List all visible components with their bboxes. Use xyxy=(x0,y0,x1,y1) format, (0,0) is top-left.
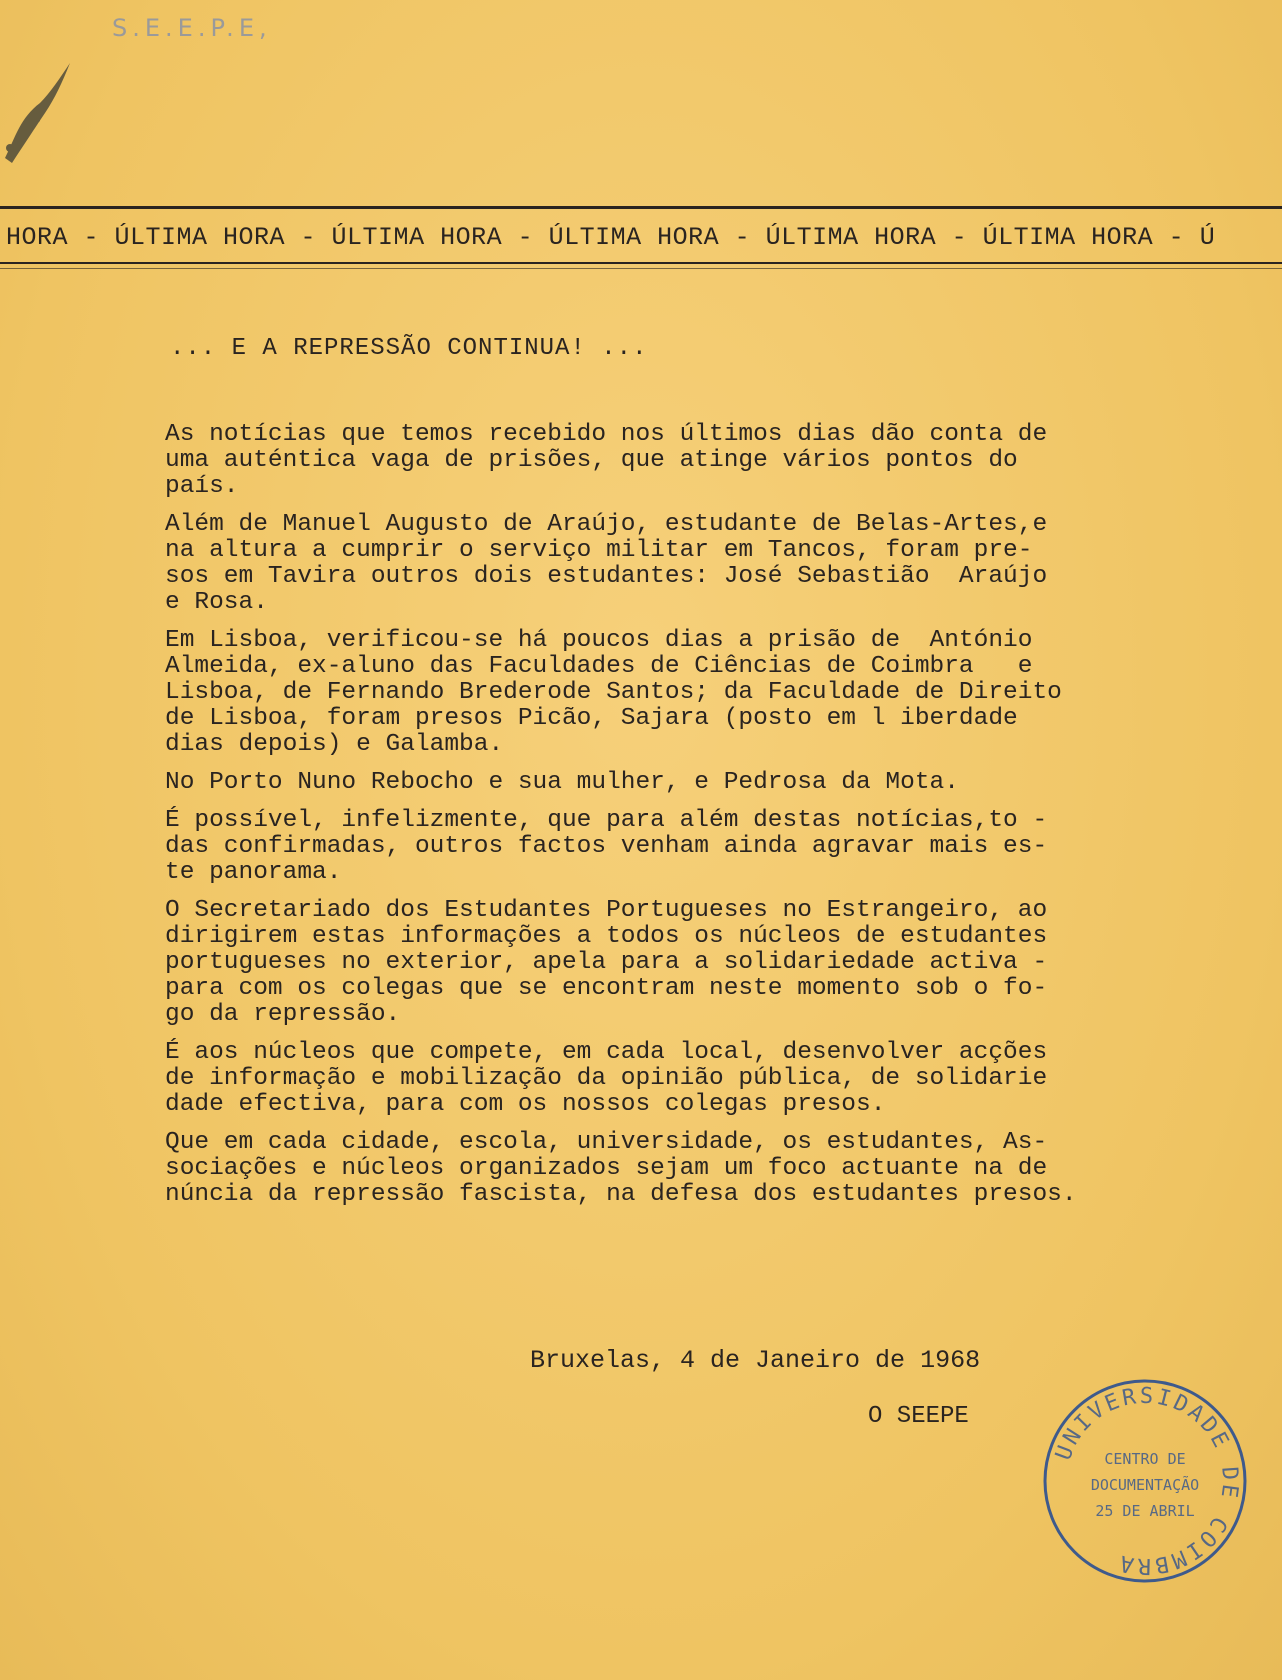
paragraph-line: portugueses no exterior, apela para a solidariedade activa - xyxy=(165,949,1048,976)
paragraph-line: As notícias que temos recebido nos últimos dias dão conta de xyxy=(165,421,1048,448)
paragraph-line: No Porto Nuno Rebocho e sua mulher, e Pedrosa da Mota. xyxy=(165,769,959,796)
archive-reference-mark: S.E.E.P.E, xyxy=(112,14,272,42)
paragraph-line: dade efectiva, para com os nossos colegas presos. xyxy=(165,1091,886,1118)
signature: O SEEPE xyxy=(868,1403,969,1430)
paragraph-line: Lisboa, de Fernando Brederode Santos; da Faculdade de Direito xyxy=(165,679,1062,706)
paragraph xyxy=(165,512,1135,616)
paragraph-line: sos em Tavira outros dois estudantes: José Sebastião Araújo xyxy=(165,563,1048,590)
paragraph xyxy=(165,422,1135,500)
paragraph-line: de informação e mobilização da opinião pública, de solidarie xyxy=(165,1065,1048,1092)
banner-bottom-rule-2 xyxy=(0,268,1282,269)
paragraph-line: das confirmadas, outros factos venham ainda agravar mais es- xyxy=(165,833,1048,860)
paragraph-line: dias depois) e Galamba. xyxy=(165,731,504,758)
paragraph-line: uma auténtica vaga de prisões, que atinge vários pontos do xyxy=(165,447,1018,474)
paragraph-line: na altura a cumprir o serviço militar em Tancos, foram pre- xyxy=(165,537,1033,564)
paragraph xyxy=(165,628,1135,758)
paragraph-line: Além de Manuel Augusto de Araújo, estudante de Belas-Artes,e xyxy=(165,511,1048,538)
headline: ... E A REPRESSÃO CONTINUA! ... xyxy=(170,335,648,362)
paragraph-line: Almeida, ex-aluno das Faculdades de Ciências de Coimbra e xyxy=(165,653,1033,680)
place-date: Bruxelas, 4 de Janeiro de 1968 xyxy=(530,1346,981,1375)
university-stamp xyxy=(1040,1376,1250,1586)
paragraph xyxy=(165,808,1135,886)
ink-smudge xyxy=(0,48,90,168)
banner-top-rule xyxy=(0,206,1282,209)
paragraph-line: É aos núcleos que compete, em cada local, desenvolver acções xyxy=(165,1039,1048,1066)
article-body xyxy=(165,422,1135,1220)
paragraph-line: de Lisboa, foram presos Picão, Sajara (posto em l iberdade xyxy=(165,705,1018,732)
paragraph xyxy=(165,770,1135,796)
stamp-line-2: DOCUMENTAÇÃO xyxy=(1090,1476,1200,1494)
paragraph xyxy=(165,1040,1135,1118)
paragraph-line: para com os colegas que se encontram neste momento sob o fo- xyxy=(165,975,1048,1002)
paragraph xyxy=(165,898,1135,1028)
paragraph-line: Que em cada cidade, escola, universidade, os estudantes, As- xyxy=(165,1129,1048,1156)
paragraph-line: te panorama. xyxy=(165,859,342,886)
banner-ultima-hora: HORA - ÚLTIMA HORA - ÚLTIMA HORA - ÚLTIMA HORA - ÚLTIMA HORA - ÚLTIMA HORA - Ú xyxy=(6,223,1216,252)
stamp-ring-text: UNIVERSIDADE DE COIMBRA xyxy=(1051,1383,1243,1579)
paragraph xyxy=(165,1130,1135,1208)
paragraph-line: go da repressão. xyxy=(165,1001,401,1028)
paragraph-line: sociações e núcleos organizados sejam um foco actuante na de xyxy=(165,1155,1048,1182)
paragraph-line: país. xyxy=(165,473,239,500)
banner-bottom-rule xyxy=(0,262,1282,264)
paragraph-line: e Rosa. xyxy=(165,589,268,616)
paragraph-line: Em Lisboa, verificou-se há poucos dias a prisão de António xyxy=(165,627,1033,654)
stamp-line-3: 25 DE ABRIL xyxy=(1095,1502,1195,1520)
paragraph-line: O Secretariado dos Estudantes Portugueses no Estrangeiro, ao xyxy=(165,897,1048,924)
paragraph-line: É possível, infelizmente, que para além destas notícias,to - xyxy=(165,807,1048,834)
paragraph-line: núncia da repressão fascista, na defesa dos estudantes presos. xyxy=(165,1181,1077,1208)
stamp-line-1: CENTRO DE xyxy=(1104,1450,1186,1468)
paragraph-line: dirigirem estas informações a todos os núcleos de estudantes xyxy=(165,923,1048,950)
